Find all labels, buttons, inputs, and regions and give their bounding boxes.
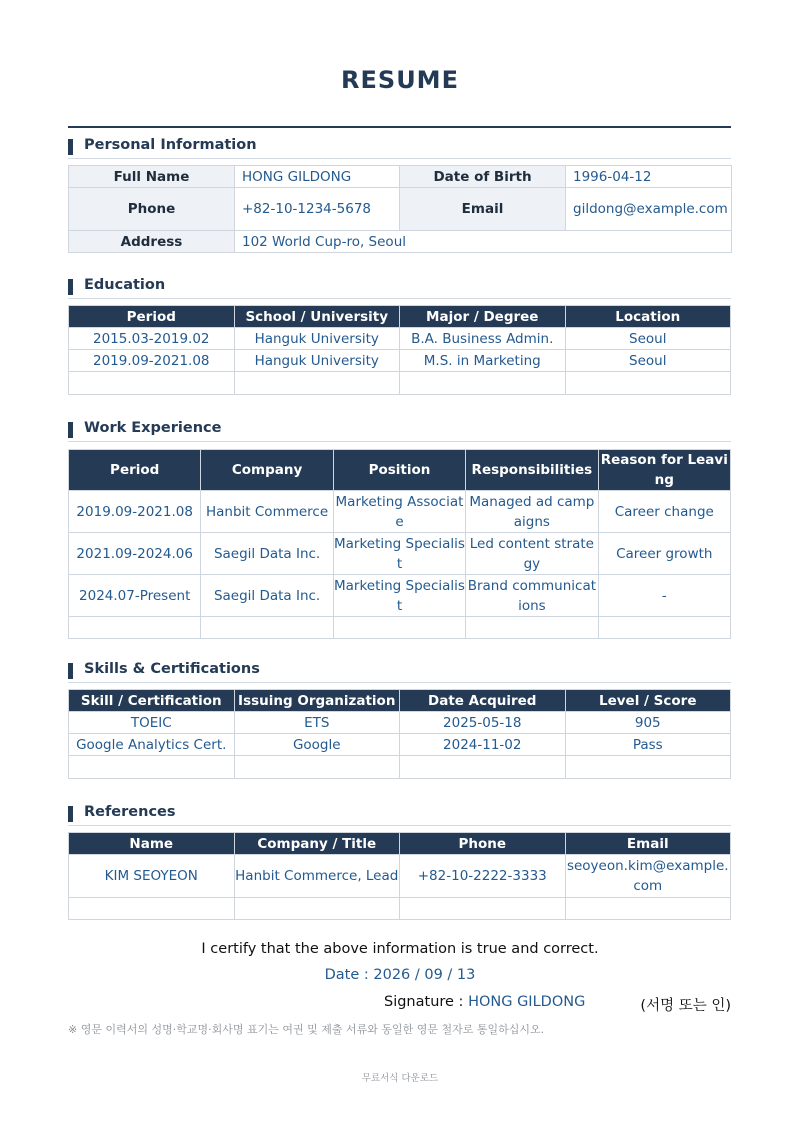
section-marker <box>68 806 73 822</box>
column-header: Period <box>69 306 235 328</box>
table-cell <box>400 372 566 395</box>
notice-text: ※ 영문 이력서의 성명·학교명·회사명 표기는 여권 및 제출 서류와 동일한 영문 철자로 통일하십시오. <box>68 1023 545 1036</box>
full-name-value: HONG GILDONG <box>235 166 400 188</box>
section-work-experience <box>68 420 731 442</box>
table-cell: 2015.03-2019.02 <box>69 328 235 350</box>
table-cell <box>69 898 235 920</box>
email-label: Email <box>400 188 566 231</box>
table-cell <box>234 756 400 779</box>
certification-statement: I certify that the above information is true and correct. <box>201 941 599 957</box>
table-cell: Career growth <box>598 533 730 575</box>
section-title: Education <box>84 277 166 293</box>
table-cell: 2025-05-18 <box>400 712 566 734</box>
section-title: Skills & Certifications <box>84 661 260 677</box>
table-cell <box>69 756 235 779</box>
table-cell: 905 <box>565 712 731 734</box>
table-header-row <box>69 450 731 491</box>
table-cell <box>234 372 400 395</box>
table-cell: Managed ad campaigns <box>466 491 598 533</box>
phone-value: +82-10-1234-5678 <box>235 188 400 231</box>
table-cell: B.A. Business Admin. <box>400 328 566 350</box>
table-cell: Marketing Associate <box>333 491 465 533</box>
section-education <box>68 277 731 299</box>
table-header-row <box>69 690 731 712</box>
table-cell: Seoul <box>565 350 731 372</box>
date-line: Date : 2026 / 09 / 13 <box>324 967 476 983</box>
section-title: References <box>84 804 176 820</box>
table-row-empty <box>69 756 731 779</box>
table-cell: 2024-11-02 <box>400 734 566 756</box>
table-row <box>69 231 732 253</box>
full-name-label: Full Name <box>69 166 235 188</box>
dob-label: Date of Birth <box>400 166 566 188</box>
table-header-row <box>69 833 731 855</box>
column-header: Reason for Leaving <box>598 450 730 491</box>
table-cell: Google Analytics Cert. <box>69 734 235 756</box>
address-value: 102 World Cup-ro, Seoul <box>235 231 732 253</box>
table-cell <box>565 372 731 395</box>
table-row <box>69 491 731 533</box>
title-divider <box>68 126 731 128</box>
section-marker <box>68 663 73 679</box>
table-row <box>69 712 731 734</box>
column-header: Period <box>69 450 201 491</box>
section-personal-info <box>68 137 731 159</box>
column-header: Location <box>565 306 731 328</box>
table-cell <box>466 617 598 639</box>
table-row <box>69 166 732 188</box>
table-cell: Hanguk University <box>234 328 400 350</box>
table-cell <box>234 898 400 920</box>
table-row <box>69 855 731 898</box>
table-cell: Marketing Specialist <box>333 533 465 575</box>
table-header-row <box>69 306 731 328</box>
table-row <box>69 575 731 617</box>
table-cell: 2019.09-2021.08 <box>69 491 201 533</box>
table-cell: Hanguk University <box>234 350 400 372</box>
table-cell: 2021.09-2024.06 <box>69 533 201 575</box>
table-cell: M.S. in Marketing <box>400 350 566 372</box>
table-row <box>69 350 731 372</box>
signature-name: HONG GILDONG <box>468 994 586 1010</box>
table-cell: Brand communications <box>466 575 598 617</box>
dob-value: 1996-04-12 <box>566 166 732 188</box>
table-row <box>69 328 731 350</box>
column-header: Name <box>69 833 235 855</box>
table-cell <box>201 617 333 639</box>
signature-line <box>384 994 585 1010</box>
section-title: Work Experience <box>84 420 222 436</box>
table-row <box>69 533 731 575</box>
table-cell: KIM SEOYEON <box>69 855 235 898</box>
table-row <box>69 188 732 231</box>
section-references <box>68 804 731 826</box>
section-marker <box>68 422 73 438</box>
email-value: gildong@example.com <box>566 188 732 231</box>
column-header: Phone <box>400 833 566 855</box>
table-cell <box>400 898 566 920</box>
section-marker <box>68 279 73 295</box>
table-cell: TOEIC <box>69 712 235 734</box>
table-cell: +82-10-2222-3333 <box>400 855 566 898</box>
table-cell: 2024.07-Present <box>69 575 201 617</box>
column-header: Email <box>565 833 731 855</box>
section-marker <box>68 139 73 155</box>
section-skills <box>68 661 731 683</box>
personal-info-table <box>68 165 732 253</box>
skills-table <box>68 689 731 779</box>
table-cell <box>565 898 731 920</box>
footer-text: 무료서식 다운로드 <box>361 1073 439 1084</box>
table-cell <box>69 617 201 639</box>
table-row <box>69 734 731 756</box>
table-cell: Google <box>234 734 400 756</box>
table-cell <box>565 756 731 779</box>
column-header: Major / Degree <box>400 306 566 328</box>
column-header: Skill / Certification <box>69 690 235 712</box>
table-row-empty <box>69 617 731 639</box>
table-cell: seoyeon.kim@example.com <box>565 855 731 898</box>
work-experience-table <box>68 449 731 639</box>
table-cell: Marketing Specialist <box>333 575 465 617</box>
table-cell: Hanbit Commerce <box>201 491 333 533</box>
table-cell: ETS <box>234 712 400 734</box>
table-cell <box>598 617 730 639</box>
resume-title: RESUME <box>341 66 459 94</box>
table-cell: Led content strategy <box>466 533 598 575</box>
table-cell: Pass <box>565 734 731 756</box>
address-label: Address <box>69 231 235 253</box>
column-header: Responsibilities <box>466 450 598 491</box>
section-title: Personal Information <box>84 137 257 153</box>
table-row-empty <box>69 372 731 395</box>
table-row-empty <box>69 898 731 920</box>
column-header: Company / Title <box>234 833 400 855</box>
table-cell: Hanbit Commerce, Lead <box>234 855 400 898</box>
column-header: School / University <box>234 306 400 328</box>
table-cell: 2019.09-2021.08 <box>69 350 235 372</box>
signature-label: Signature : <box>384 994 469 1010</box>
signature-seal-note: (서명 또는 인) <box>640 998 731 1014</box>
column-header: Date Acquired <box>400 690 566 712</box>
column-header: Level / Score <box>565 690 731 712</box>
column-header: Position <box>333 450 465 491</box>
table-cell: Saegil Data Inc. <box>201 575 333 617</box>
table-cell <box>400 756 566 779</box>
table-cell: Saegil Data Inc. <box>201 533 333 575</box>
table-cell <box>69 372 235 395</box>
table-cell: Career change <box>598 491 730 533</box>
table-cell <box>333 617 465 639</box>
phone-label: Phone <box>69 188 235 231</box>
table-cell: - <box>598 575 730 617</box>
column-header: Issuing Organization <box>234 690 400 712</box>
table-cell: Seoul <box>565 328 731 350</box>
education-table <box>68 305 731 395</box>
column-header: Company <box>201 450 333 491</box>
references-table <box>68 832 731 920</box>
